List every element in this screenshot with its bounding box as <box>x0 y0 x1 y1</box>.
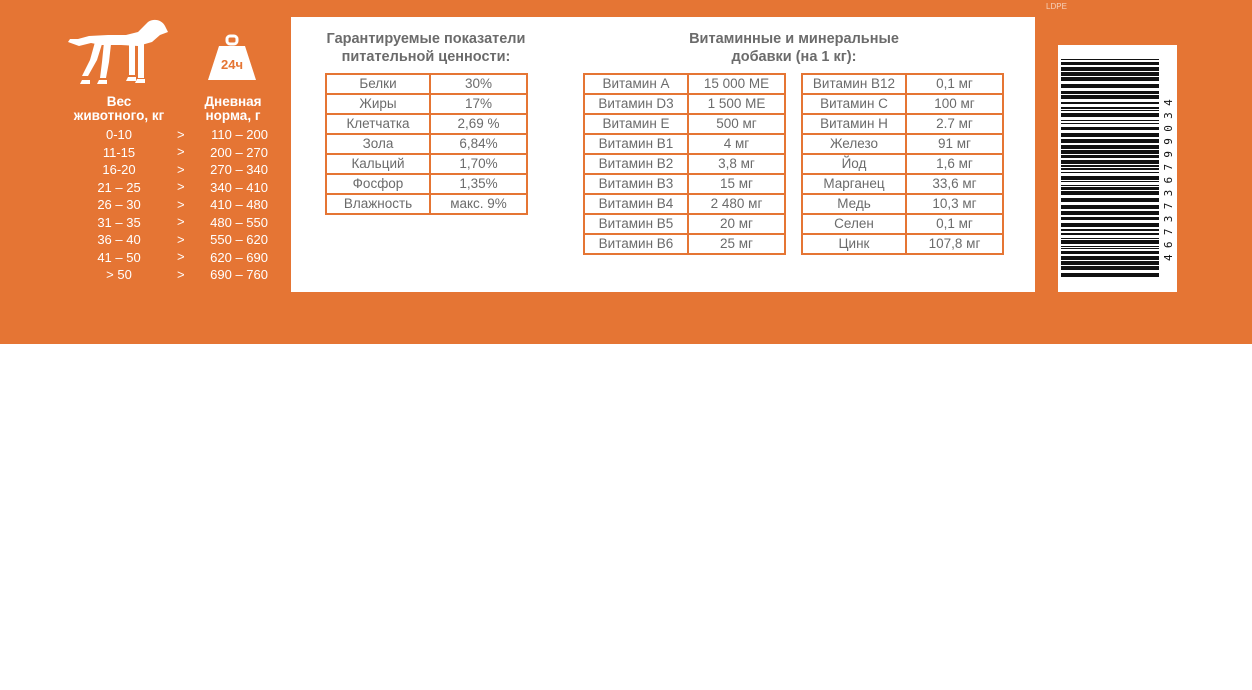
vitamin-name: Витамин В6 <box>584 234 688 254</box>
nutrient-name: Жиры <box>326 94 430 114</box>
nutrient-name: Фосфор <box>326 174 430 194</box>
barcode-bar <box>1061 160 1159 164</box>
table-row <box>584 74 785 94</box>
vitamins-title-line2: добавки (на 1 кг): <box>731 49 857 65</box>
table-row <box>584 154 785 174</box>
barcode-bar <box>1061 256 1159 260</box>
table-row <box>584 234 785 254</box>
barcode-bar <box>1061 168 1159 170</box>
table-row <box>802 94 1003 114</box>
clock-24-label: 24ч <box>220 57 243 72</box>
nutrient-value: 6,84% <box>430 134 527 154</box>
weight-cell: 16-20 <box>102 162 136 178</box>
arrow-label: > <box>177 231 185 247</box>
mineral-value: 91 мг <box>906 134 1003 154</box>
vitamin-name: Витамин В5 <box>584 214 688 234</box>
barcode-bar <box>1061 110 1159 111</box>
feeding-row <box>60 266 280 284</box>
nutrition-title-line2: питательной ценности: <box>341 49 511 65</box>
barcode-bar <box>1061 127 1159 130</box>
weight-cell: 36 – 40 <box>97 232 141 248</box>
barcode-bar <box>1061 150 1159 154</box>
arrow-label: > <box>177 144 185 160</box>
barcode-bar <box>1061 217 1159 220</box>
mineral-value: 10,3 мг <box>906 194 1003 214</box>
barcode-bar <box>1061 266 1159 270</box>
mineral-name: Селен <box>802 214 906 234</box>
norm-cell: 270 – 340 <box>210 162 268 178</box>
barcode-bar <box>1061 84 1159 88</box>
vitamin-value: 15 000 МЕ <box>688 74 785 94</box>
barcode-bar <box>1061 102 1159 104</box>
vitamin-name: Витамин В4 <box>584 194 688 214</box>
norm-cell: 340 – 410 <box>210 179 268 195</box>
barcode-bar <box>1061 248 1159 249</box>
weight-cell: 21 – 25 <box>97 179 141 195</box>
feeding-row <box>60 179 280 197</box>
barcode-bar <box>1061 113 1159 117</box>
arrow-label: > <box>177 266 185 282</box>
nutrient-name: Белки <box>326 74 430 94</box>
feeding-row <box>60 249 280 267</box>
barcode-bar <box>1061 185 1159 186</box>
table-row <box>326 194 527 214</box>
weight-cell: 0-10 <box>105 127 133 143</box>
barcode-bar <box>1061 246 1159 247</box>
arrow-label: > <box>177 196 185 212</box>
weight-cell: 26 – 30 <box>97 197 141 213</box>
table-row <box>326 154 527 174</box>
table-row <box>326 114 527 134</box>
vitamin-value: 2 480 мг <box>688 194 785 214</box>
mineral-name: Витамин С <box>802 94 906 114</box>
table-row <box>584 194 785 214</box>
weight-cell: 41 – 50 <box>97 249 141 265</box>
table-row <box>326 74 527 94</box>
nutrient-value: 30% <box>430 74 527 94</box>
vitamins-table-left <box>583 73 786 255</box>
barcode-bar <box>1061 181 1159 182</box>
table-row <box>802 214 1003 234</box>
barcode-bar <box>1061 139 1159 143</box>
norm-cell: 550 – 620 <box>210 232 268 248</box>
mineral-value: 100 мг <box>906 94 1003 114</box>
table-row <box>802 134 1003 154</box>
weight-header-line1: Вес <box>106 94 132 109</box>
vitamin-value: 500 мг <box>688 114 785 134</box>
barcode-number: 4673736799034 <box>1162 93 1175 261</box>
ldpe-label: LDPE <box>1046 2 1067 11</box>
feeding-table <box>60 126 280 284</box>
table-row <box>326 94 527 114</box>
weight-cell: 11-15 <box>102 144 136 160</box>
table-row <box>802 174 1003 194</box>
barcode-bar <box>1061 176 1159 180</box>
arrow-label: > <box>177 214 185 230</box>
barcode-bar <box>1061 155 1159 158</box>
vitamins-title <box>644 30 944 66</box>
vitamin-name: Витамин D3 <box>584 94 688 114</box>
nutrient-value: 1,35% <box>430 174 527 194</box>
mineral-value: 33,6 мг <box>906 174 1003 194</box>
norm-header-line2: норма, г <box>205 108 261 123</box>
weight-column-header <box>58 95 180 123</box>
barcode-bar <box>1061 95 1159 99</box>
barcode-bar <box>1061 223 1159 227</box>
arrow-label: > <box>177 126 185 142</box>
vitamin-name: Витамин Е <box>584 114 688 134</box>
vitamin-value: 20 мг <box>688 214 785 234</box>
table-row <box>802 74 1003 94</box>
nutrition-title <box>301 30 551 66</box>
table-row <box>584 174 785 194</box>
barcode-bar <box>1061 198 1159 202</box>
barcode-bar <box>1061 72 1159 76</box>
feeding-row <box>60 161 280 179</box>
barcode-bar <box>1061 123 1159 124</box>
mineral-value: 107,8 мг <box>906 234 1003 254</box>
vitamin-value: 25 мг <box>688 234 785 254</box>
mineral-name: Йод <box>802 154 906 174</box>
nutrition-title-line1: Гарантируемые показатели <box>326 31 526 47</box>
norm-cell: 110 – 200 <box>211 127 268 143</box>
vitamin-value: 15 мг <box>688 174 785 194</box>
table-row <box>802 234 1003 254</box>
table-row <box>584 94 785 114</box>
norm-header-line1: Дневная <box>204 94 262 109</box>
table-row <box>802 194 1003 214</box>
norm-cell: 410 – 480 <box>210 197 268 213</box>
arrow-label: > <box>177 161 185 177</box>
table-row <box>584 134 785 154</box>
barcode-bar <box>1061 238 1159 239</box>
barcode-bar <box>1061 120 1159 121</box>
barcode-bar <box>1061 59 1159 60</box>
arrow-label: > <box>177 249 185 265</box>
nutrient-name: Кальций <box>326 154 430 174</box>
feeding-row <box>60 144 280 162</box>
barcode-bar <box>1061 77 1159 81</box>
nutrition-panel <box>291 17 1035 292</box>
table-row <box>326 134 527 154</box>
feeding-row <box>60 231 280 249</box>
nutrient-value: 17% <box>430 94 527 114</box>
dog-icon <box>66 18 170 86</box>
barcode-bar <box>1061 187 1159 190</box>
barcode-bar <box>1061 261 1159 265</box>
mineral-value: 2.7 мг <box>906 114 1003 134</box>
barcode-bar <box>1061 172 1159 173</box>
vitamin-value: 1 500 МЕ <box>688 94 785 114</box>
barcode-bar <box>1061 91 1159 94</box>
barcode-bar <box>1061 251 1159 254</box>
barcode-bars <box>1058 45 1177 292</box>
nutrient-name: Влажность <box>326 194 430 214</box>
weight-cell: > 50 <box>106 267 132 283</box>
table-row <box>802 114 1003 134</box>
vitamin-value: 4 мг <box>688 134 785 154</box>
vitamin-name: Витамин В2 <box>584 154 688 174</box>
vitamin-name: Витамин А <box>584 74 688 94</box>
table-row <box>326 174 527 194</box>
nutrient-value: 2,69 % <box>430 114 527 134</box>
barcode-bar <box>1061 191 1159 195</box>
vitamin-value: 3,8 мг <box>688 154 785 174</box>
vitamins-table-right <box>801 73 1004 255</box>
table-row <box>584 214 785 234</box>
mineral-name: Железо <box>802 134 906 154</box>
feeding-row <box>60 126 280 144</box>
barcode-bar <box>1061 133 1159 137</box>
barcode-bar <box>1061 273 1159 277</box>
barcode-bar <box>1061 240 1159 244</box>
barcode-bar <box>1061 233 1159 235</box>
barcode <box>1058 45 1177 292</box>
mineral-value: 0,1 мг <box>906 74 1003 94</box>
barcode-bar <box>1061 145 1159 149</box>
barcode-bar <box>1061 229 1159 231</box>
norm-cell: 480 – 550 <box>210 214 268 230</box>
mineral-name: Цинк <box>802 234 906 254</box>
vitamin-name: Витамин В3 <box>584 174 688 194</box>
mineral-value: 1,6 мг <box>906 154 1003 174</box>
weight-header-line2: животного, кг <box>73 108 165 123</box>
vitamins-title-line1: Витаминные и минеральные <box>689 31 899 47</box>
table-row <box>802 154 1003 174</box>
norm-cell: 200 – 270 <box>210 144 268 160</box>
nutrient-value: макс. 9% <box>430 194 527 214</box>
barcode-bar <box>1061 211 1159 215</box>
weight-cell: 31 – 35 <box>97 214 141 230</box>
nutrition-table <box>325 73 528 215</box>
barcode-bar <box>1061 62 1159 65</box>
mineral-name: Витамин Н <box>802 114 906 134</box>
norm-cell: 620 – 690 <box>210 249 268 265</box>
nutrient-value: 1,70% <box>430 154 527 174</box>
nutrient-name: Зола <box>326 134 430 154</box>
nutrient-name: Клетчатка <box>326 114 430 134</box>
vitamin-name: Витамин В1 <box>584 134 688 154</box>
mineral-name: Витамин В12 <box>802 74 906 94</box>
feeding-row <box>60 196 280 214</box>
feeding-row <box>60 214 280 232</box>
barcode-bar <box>1061 67 1159 71</box>
barcode-bar <box>1061 205 1159 209</box>
mineral-name: Медь <box>802 194 906 214</box>
arrow-label: > <box>177 179 185 195</box>
norm-column-header <box>190 95 276 123</box>
mineral-name: Марганец <box>802 174 906 194</box>
table-row <box>584 114 785 134</box>
norm-cell: 690 – 760 <box>210 267 268 283</box>
barcode-bar <box>1061 165 1159 167</box>
mineral-value: 0,1 мг <box>906 214 1003 234</box>
barcode-bar <box>1061 107 1159 109</box>
